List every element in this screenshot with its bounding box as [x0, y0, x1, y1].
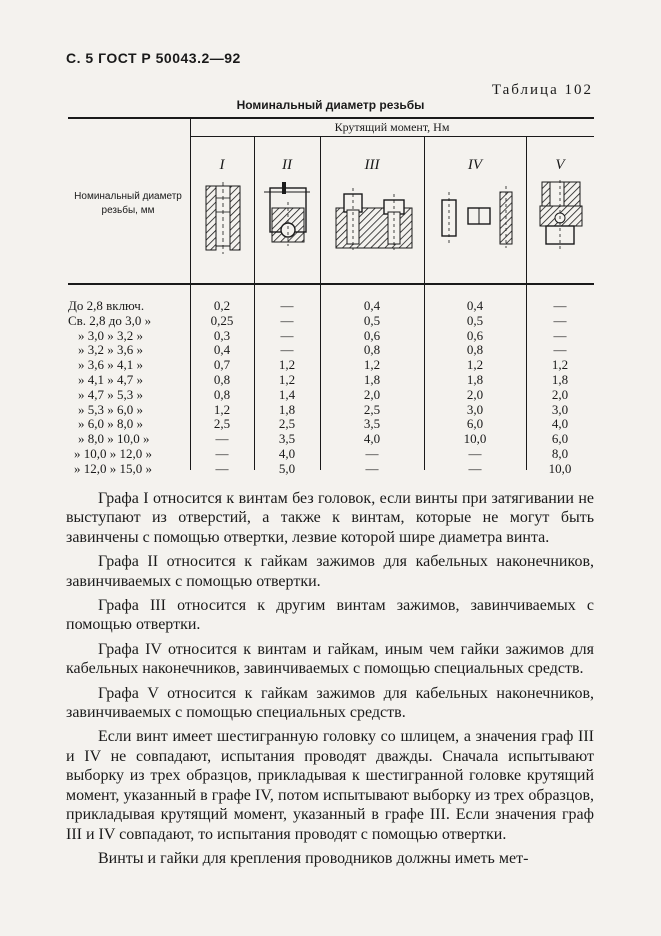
table-header-bottom-rule [68, 283, 594, 285]
cell: 10,0 [548, 460, 572, 476]
screw-diagram-iii [332, 180, 416, 252]
page-header: С. 5 ГОСТ Р 50043.2—92 [66, 50, 241, 66]
row-label: » 5,3 » 6,0 » [78, 401, 143, 417]
table-row [68, 373, 594, 387]
row-label: » 12,0 » 15,0 » [74, 460, 152, 476]
column-numeral: I [219, 157, 225, 173]
cell: 1,2 [278, 372, 296, 387]
cell: 1,8 [466, 372, 484, 387]
row-label: » 8,0 » 10,0 » [78, 431, 150, 447]
table-top-rule [68, 117, 594, 119]
row-label: » 3,2 » 3,6 » [78, 342, 143, 358]
table-row [68, 358, 594, 372]
table-row [68, 432, 594, 446]
row-label: » 3,6 » 4,1 » [78, 357, 143, 373]
nut-diagram-v [536, 180, 586, 252]
paragraph: Графа III относится к другим винтам зажимов, завинчиваемых с помощью отвертки. [66, 597, 594, 634]
cell: — [365, 446, 379, 461]
cell: 1,8 [363, 372, 381, 387]
cell: 2,0 [363, 386, 381, 402]
cell: 2,5 [363, 401, 381, 417]
row-label: Св. 2,8 до 3,0 » [68, 312, 152, 328]
group-header: Крутящий момент, Нм [334, 120, 450, 134]
column-numeral: III [364, 157, 380, 173]
cell: 3,0 [551, 401, 569, 417]
cell: 3,5 [278, 431, 296, 447]
row-label: » 4,7 » 5,3 » [78, 386, 143, 402]
column-numeral: II [282, 157, 292, 173]
row-label: » 10,0 » 12,0 » [74, 446, 152, 461]
row-header: Номинальный диаметр резьбы, мм [74, 191, 182, 216]
table-row [68, 462, 594, 476]
cell: 2,0 [551, 386, 569, 402]
cell: — [280, 312, 294, 328]
cell: 0,4 [466, 298, 484, 313]
screw-nut-diagram-iv [436, 186, 518, 248]
cell: 1,2 [551, 357, 569, 373]
table-row [68, 314, 594, 328]
row-label: » 6,0 » 8,0 » [78, 416, 143, 432]
cell: — [468, 446, 482, 461]
cell: — [215, 431, 229, 447]
cell: 0,6 [363, 327, 381, 343]
cell: 4,0 [551, 416, 569, 432]
cell: 0,8 [466, 342, 484, 358]
cell: — [215, 460, 229, 476]
group-header-rule [190, 136, 594, 137]
cell: — [553, 327, 567, 343]
cell: 1,8 [551, 372, 569, 387]
cell: 10,0 [463, 431, 487, 447]
cell: — [365, 460, 379, 476]
cell: 0,5 [466, 312, 484, 328]
row-label: » 3,0 » 3,2 » [78, 327, 143, 343]
table-label: Таблица 102 [491, 82, 593, 98]
paragraph: Графа IV относится к винтам и гайкам, иным чем гайки зажимов для кабельных наконечников, завинчиваемых с помощью специальных средств. [66, 640, 594, 678]
cell: 1,8 [278, 401, 296, 417]
cell: 5,0 [278, 460, 296, 476]
cell: 0,8 [363, 342, 381, 358]
cell: 1,4 [278, 386, 296, 402]
cell: 6,0 [551, 431, 569, 447]
cell: 1,2 [466, 357, 484, 373]
paragraph: Если винт имеет шестигранную головку со шлицем, а значения граф III и IV не совпадают, испытания проводят дважды. Сначала испытывают выборку из трех образцов, прикладывая к шестигранной головке крутящий момент, указанный в графе IV, потом испытывают выборку из трех образцов, прикладывая крутящий момент, указанный в графе III. Если значения граф III и IV совпадают, то испытания проводят с помощью отвертки. [66, 728, 594, 843]
table-row [68, 388, 594, 402]
cell: 0,8 [213, 372, 231, 387]
cell: 1,2 [278, 357, 296, 373]
paragraph: Графа I относится к винтам без головок, если винты при затягивании не выступают из отверстий, а также к винтам, которые не могут быть завинчены с помощью отвертки, лезвие которой шире диаметра винта. [66, 490, 594, 546]
cell: 0,2 [213, 298, 231, 313]
cell: — [553, 342, 567, 358]
cell: 0,3 [213, 327, 231, 343]
cell: 0,4 [213, 342, 231, 358]
cell: — [553, 312, 567, 328]
table-row [68, 329, 594, 343]
cell: 1,2 [213, 401, 231, 417]
body-text [66, 489, 594, 873]
paragraph: Графа II относится к гайкам зажимов для кабельных наконечников, завинчиваемых с помощью отвертки. [66, 553, 594, 590]
cell: 2,5 [213, 416, 231, 432]
row-label: До 2,8 включ. [68, 298, 145, 313]
column-numeral: V [555, 157, 565, 173]
table-row [68, 417, 594, 431]
cell: 4,0 [278, 446, 296, 461]
cell: 8,0 [551, 446, 569, 461]
cell: 4,0 [363, 431, 381, 447]
cell: — [468, 460, 482, 476]
cell: 0,7 [213, 357, 231, 373]
cell: 3,5 [363, 416, 381, 432]
cell: — [280, 342, 294, 358]
cell: — [280, 327, 294, 343]
table-row [68, 299, 594, 313]
cell: 0,5 [363, 312, 381, 328]
cell: 0,8 [213, 386, 231, 402]
table-row [68, 343, 594, 357]
paragraph: Графа V относится к гайкам зажимов для кабельных наконечников, завинчиваемых с помощью специальных средств. [66, 684, 594, 722]
cell: 0,6 [466, 327, 484, 343]
table-title: Номинальный диаметр резьбы [236, 98, 425, 112]
cell: 6,0 [466, 416, 484, 432]
cell: 2,0 [466, 386, 484, 402]
row-label: » 4,1 » 4,7 » [78, 372, 143, 387]
cell: — [215, 446, 229, 461]
screw-diagram-i [200, 182, 246, 254]
cell: 2,5 [278, 416, 296, 432]
cell: 0,4 [363, 298, 381, 313]
cell: 3,0 [466, 401, 484, 417]
cell: — [553, 298, 567, 313]
column-numeral: IV [467, 157, 483, 173]
cell: 1,2 [363, 357, 381, 373]
cell: — [280, 298, 294, 313]
cell: 0,25 [210, 312, 234, 328]
paragraph: Винты и гайки для крепления проводников должны иметь мет- [98, 849, 529, 867]
table-row [68, 447, 594, 461]
nut-diagram-ii [262, 182, 312, 254]
table-row [68, 403, 594, 417]
